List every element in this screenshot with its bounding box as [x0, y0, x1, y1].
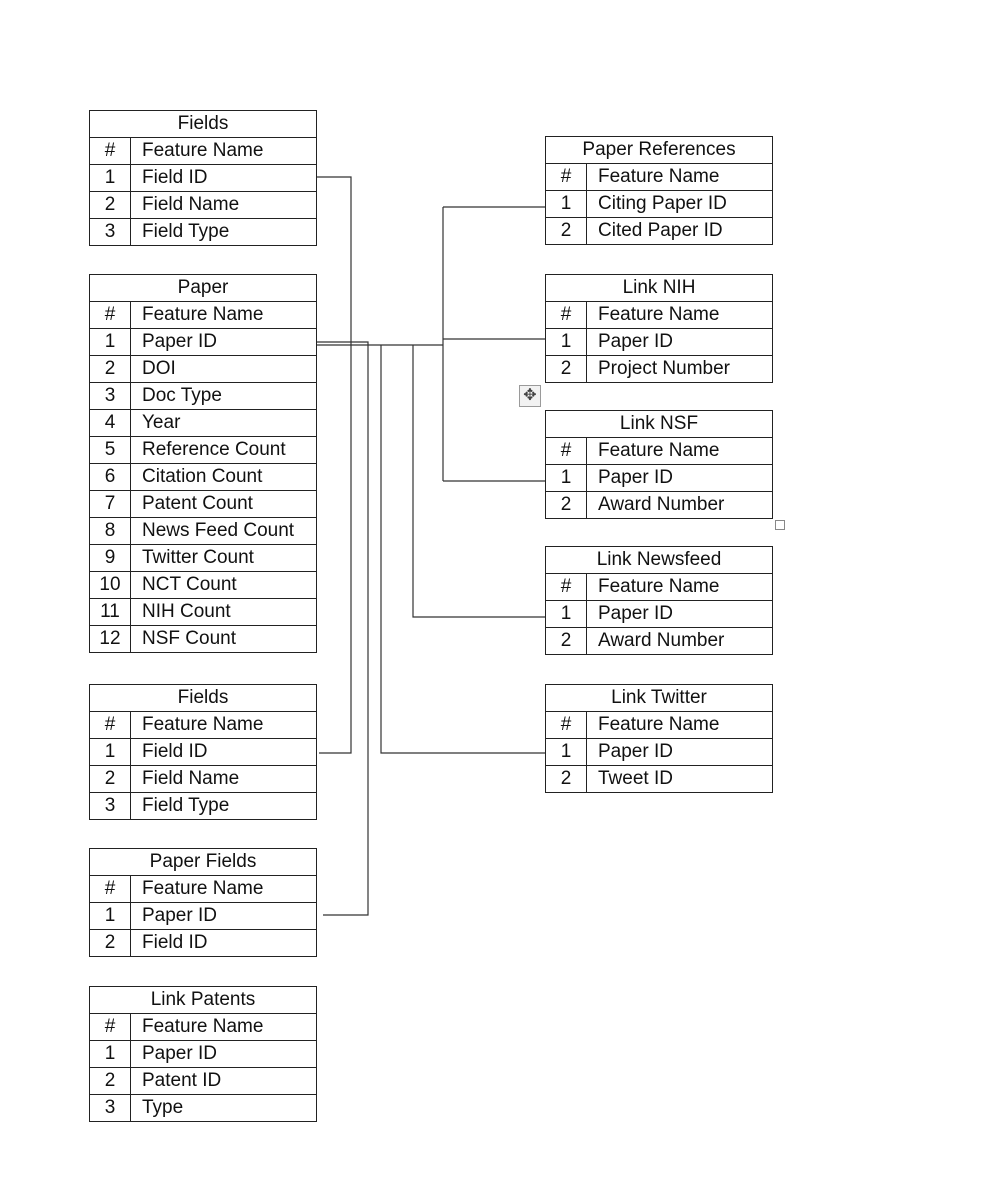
- table-row: [546, 739, 772, 766]
- table-title: Fields: [90, 111, 316, 138]
- row-number: 1: [90, 1041, 131, 1067]
- row-number: #: [90, 876, 131, 902]
- table-header-row: [546, 164, 772, 191]
- feature-name: Tweet ID: [598, 768, 673, 789]
- table-paper-references: [545, 136, 773, 245]
- row-number: 10: [90, 572, 131, 598]
- table-row: [90, 903, 316, 930]
- row-number: 12: [90, 626, 131, 652]
- feature-name: NIH Count: [142, 601, 231, 622]
- table-row: [90, 518, 316, 545]
- table-row: [546, 766, 772, 792]
- table-row: [90, 739, 316, 766]
- row-number: #: [546, 712, 587, 738]
- feature-name: Citation Count: [142, 466, 263, 487]
- feature-name: Field ID: [142, 167, 208, 188]
- connector-paper-trunk: [316, 342, 368, 915]
- table-link-nsf: [545, 410, 773, 519]
- row-number: 2: [546, 766, 587, 792]
- feature-name: Paper ID: [598, 741, 673, 762]
- feature-name: Feature Name: [598, 166, 720, 187]
- row-number: 1: [546, 329, 587, 355]
- row-number: 2: [546, 628, 587, 654]
- feature-name: Cited Paper ID: [598, 220, 723, 241]
- feature-name: Doc Type: [142, 385, 222, 406]
- feature-name: Feature Name: [142, 140, 264, 161]
- row-number: 2: [90, 192, 131, 218]
- feature-name: Feature Name: [598, 714, 720, 735]
- feature-name: Feature Name: [142, 1016, 264, 1037]
- feature-name: Feature Name: [598, 576, 720, 597]
- feature-name: DOI: [142, 358, 176, 379]
- table-fields-top: [89, 110, 317, 246]
- feature-name: NCT Count: [142, 574, 237, 595]
- feature-name: Feature Name: [142, 304, 264, 325]
- row-number: 1: [546, 191, 587, 217]
- row-number: 7: [90, 491, 131, 517]
- table-row: [546, 329, 772, 356]
- feature-name: Citing Paper ID: [598, 193, 727, 214]
- table-row: [546, 218, 772, 244]
- row-number: 3: [90, 383, 131, 409]
- feature-name: Type: [142, 1097, 184, 1118]
- feature-name: NSF Count: [142, 628, 236, 649]
- table-title: Paper Fields: [90, 849, 316, 876]
- table-row: [90, 1041, 316, 1068]
- move-arrows-icon[interactable]: ✥: [519, 385, 541, 407]
- table-row: [90, 1068, 316, 1095]
- row-number: #: [90, 302, 131, 328]
- table-row: [546, 601, 772, 628]
- feature-name: Reference Count: [142, 439, 286, 460]
- table-title: Link NSF: [546, 411, 772, 438]
- table-header-row: [546, 438, 772, 465]
- table-title: Paper: [90, 275, 316, 302]
- feature-name: Patent Count: [142, 493, 253, 514]
- table-row: [90, 410, 316, 437]
- table-row: [90, 599, 316, 626]
- table-title: Paper References: [546, 137, 772, 164]
- feature-name: Twitter Count: [142, 547, 254, 568]
- row-number: 11: [90, 599, 131, 625]
- row-number: 1: [546, 601, 587, 627]
- row-number: 1: [90, 329, 131, 355]
- feature-name: News Feed Count: [142, 520, 295, 541]
- feature-name: Patent ID: [142, 1070, 222, 1091]
- resize-square-icon[interactable]: [775, 520, 785, 530]
- row-number: 2: [546, 356, 587, 382]
- table-paper-fields: [89, 848, 317, 957]
- row-number: 5: [90, 437, 131, 463]
- row-number: 1: [546, 465, 587, 491]
- feature-name: Paper ID: [142, 905, 217, 926]
- feature-name: Feature Name: [142, 878, 264, 899]
- table-row: [90, 165, 316, 192]
- connector-fields-top-to-fields-bottom: [313, 177, 351, 753]
- table-header-row: [546, 574, 772, 601]
- table-header-row: [546, 302, 772, 329]
- table-header-row: [90, 876, 316, 903]
- feature-name: Year: [142, 412, 181, 433]
- table-row: [90, 464, 316, 491]
- table-link-nih: [545, 274, 773, 383]
- table-header-row: [90, 302, 316, 329]
- table-title: Fields: [90, 685, 316, 712]
- table-row: [90, 572, 316, 599]
- table-row: [90, 329, 316, 356]
- feature-name: Paper ID: [598, 331, 673, 352]
- table-row: [546, 356, 772, 382]
- row-number: 2: [546, 218, 587, 244]
- table-row: [90, 1095, 316, 1121]
- table-row: [90, 766, 316, 793]
- table-link-patents: [89, 986, 317, 1122]
- table-row: [546, 492, 772, 518]
- feature-name: Project Number: [598, 358, 730, 379]
- row-number: 1: [90, 165, 131, 191]
- table-link-twitter: [545, 684, 773, 793]
- row-number: 4: [90, 410, 131, 436]
- table-title: Link Newsfeed: [546, 547, 772, 574]
- table-row: [90, 491, 316, 518]
- row-number: #: [90, 138, 131, 164]
- table-title: Link Twitter: [546, 685, 772, 712]
- row-number: 2: [90, 930, 131, 956]
- feature-name: Field Name: [142, 194, 240, 215]
- table-row: [90, 437, 316, 464]
- table-row: [546, 628, 772, 654]
- row-number: #: [90, 712, 131, 738]
- row-number: 3: [90, 1095, 131, 1121]
- feature-name: Feature Name: [598, 304, 720, 325]
- row-number: 1: [546, 739, 587, 765]
- table-row: [90, 192, 316, 219]
- table-row: [90, 545, 316, 572]
- table-row: [546, 191, 772, 218]
- table-fields-bottom: [89, 684, 317, 820]
- row-number: 3: [90, 219, 131, 245]
- table-header-row: [546, 712, 772, 739]
- table-paper: [89, 274, 317, 653]
- table-row: [90, 383, 316, 410]
- feature-name: Field ID: [142, 741, 208, 762]
- row-number: #: [546, 438, 587, 464]
- feature-name: Paper ID: [142, 331, 217, 352]
- table-row: [90, 219, 316, 245]
- row-number: 6: [90, 464, 131, 490]
- row-number: #: [546, 164, 587, 190]
- feature-name: Paper ID: [598, 467, 673, 488]
- table-header-row: [90, 1014, 316, 1041]
- row-number: 2: [546, 492, 587, 518]
- table-header-row: [90, 712, 316, 739]
- feature-name: Paper ID: [598, 603, 673, 624]
- table-title: Link NIH: [546, 275, 772, 302]
- row-number: 1: [90, 903, 131, 929]
- row-number: 2: [90, 356, 131, 382]
- row-number: 1: [90, 739, 131, 765]
- row-number: #: [546, 574, 587, 600]
- table-row: [90, 356, 316, 383]
- table-row: [90, 930, 316, 956]
- feature-name: Award Number: [598, 630, 725, 651]
- table-title: Link Patents: [90, 987, 316, 1014]
- row-number: 3: [90, 793, 131, 819]
- table-link-newsfeed: [545, 546, 773, 655]
- feature-name: Award Number: [598, 494, 725, 515]
- table-row: [90, 793, 316, 819]
- row-number: 8: [90, 518, 131, 544]
- row-number: 2: [90, 1068, 131, 1094]
- table-header-row: [90, 138, 316, 165]
- feature-name: Feature Name: [142, 714, 264, 735]
- table-row: [546, 465, 772, 492]
- table-row: [90, 626, 316, 652]
- row-number: 9: [90, 545, 131, 571]
- feature-name: Field Name: [142, 768, 240, 789]
- feature-name: Field Type: [142, 221, 230, 242]
- feature-name: Feature Name: [598, 440, 720, 461]
- feature-name: Field ID: [142, 932, 208, 953]
- feature-name: Field Type: [142, 795, 230, 816]
- row-number: 2: [90, 766, 131, 792]
- row-number: #: [546, 302, 587, 328]
- feature-name: Paper ID: [142, 1043, 217, 1064]
- row-number: #: [90, 1014, 131, 1040]
